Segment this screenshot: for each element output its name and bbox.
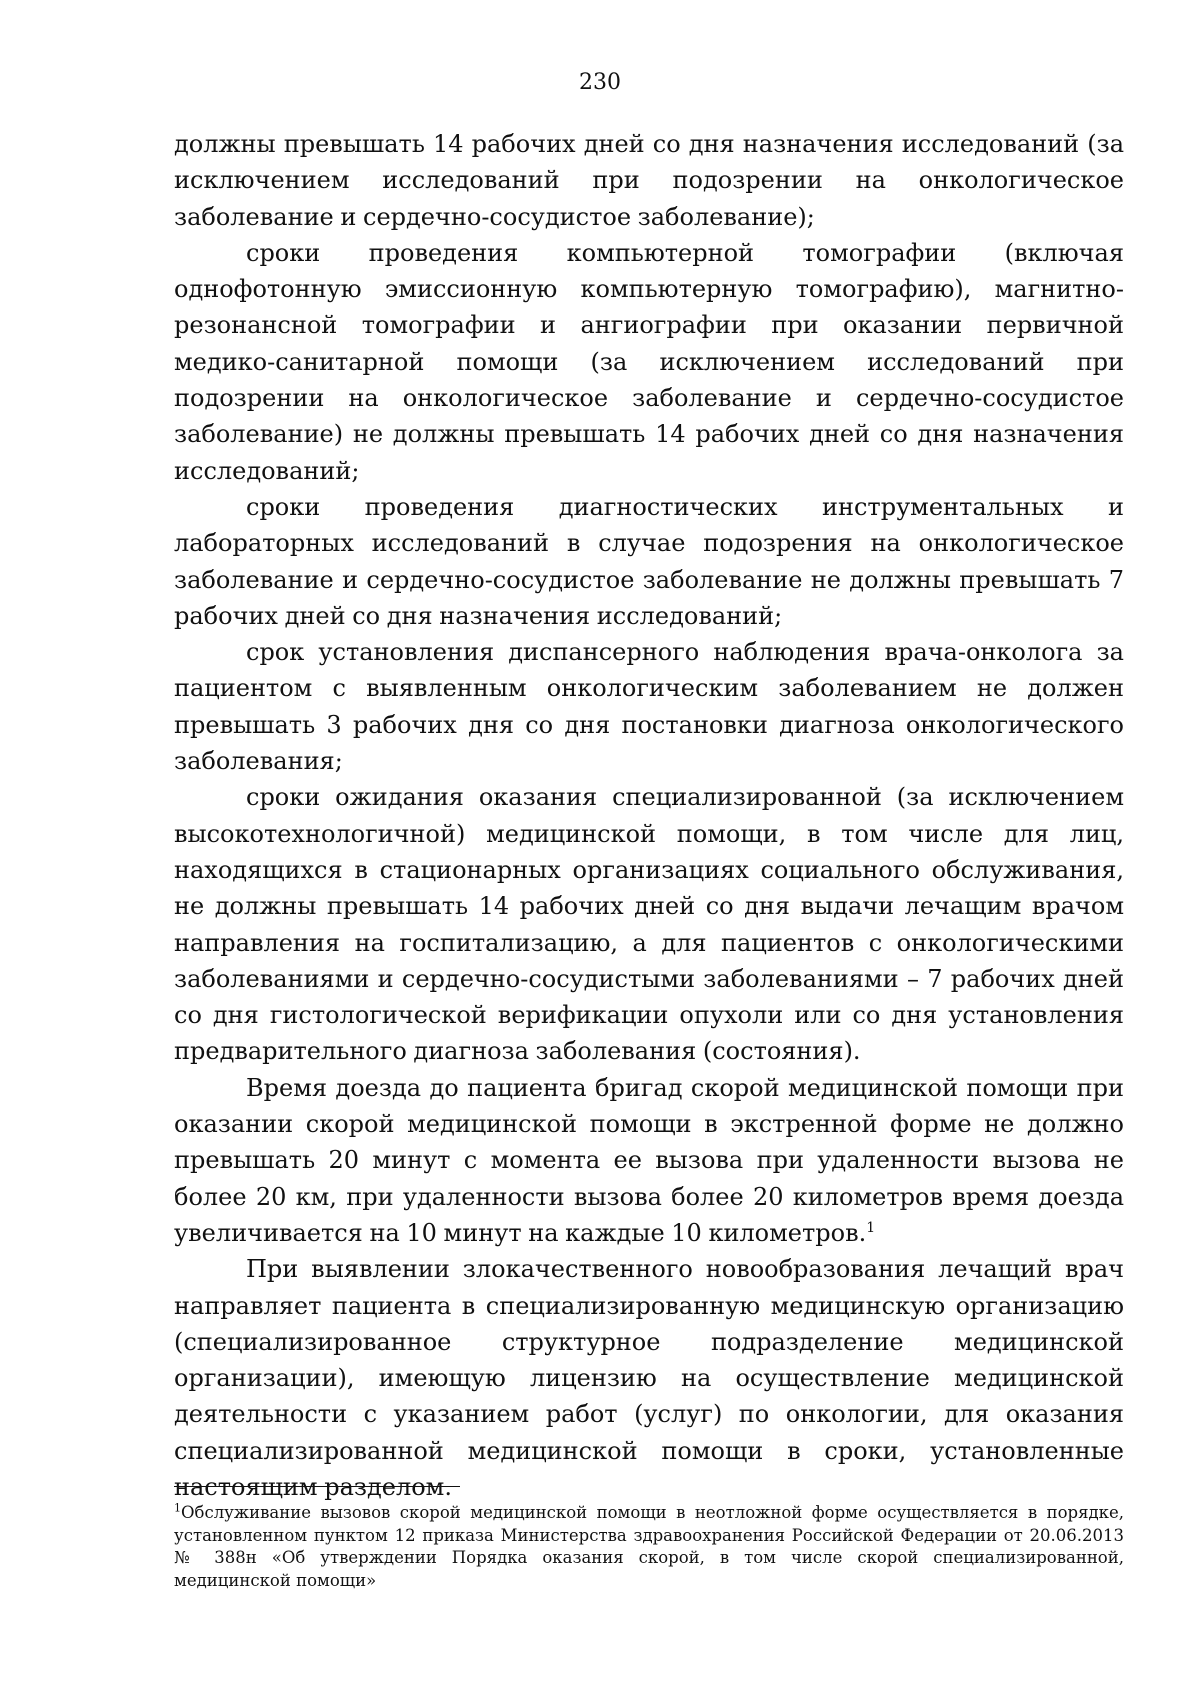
paragraph-malignancy-referral: При выявлении злокачественного новообразования лечащий врач направляет пациента в специализированную медицинскую организацию (специализированное структурное подразделение медицинской организации), имеющую лицензию на осуществление медицинской деятельности с указанием работ (услуг) по онкологии, для оказания специализированной медицинской помощи в сроки, установленные настоящим разделом. — [174, 1255, 1124, 1501]
paragraph-ct-mri-deadlines: сроки проведения компьютерной томографии (включая однофотонную эмиссионную компьютерную томографию), магнитно-резонансной томографии и ангиографии при оказании первичной медико-санитарной помощи (за исключением исследований при подозрении на онкологическое заболевание и сердечно-сосудистое заболевание) не должны превышать 14 рабочих дней со дня назначения исследований; — [174, 238, 1124, 485]
page-number: 230 — [579, 70, 621, 95]
footnote-text: Обслуживание вызовов скорой медицинской помощи в неотложной форме осуществляется в порядке, установленном пунктом 12 приказа Министерства здравоохранения Российской Федерации от 20.06.2013 № 388н «Об утверждении Порядка оказания скорой, в том числе скорой специализированной, медицинской помощи» — [174, 1503, 1124, 1590]
paragraph-oncology-diagnostics-deadlines: сроки проведения диагностических инструментальных и лабораторных исследований в случае подозрения на онкологическое заболевание и сердечно-сосудистое заболевание не должны превышать 7 рабочих дней со дня назначения исследований; — [174, 492, 1124, 630]
document-body — [174, 126, 1124, 1505]
paragraph-specialized-care-waiting: сроки ожидания оказания специализированной (за исключением высокотехнологичной) медицинской помощи, в том числе для лиц, находящихся в стационарных организациях социального обслуживания, не должны превышать 14 рабочих дней со дня выдачи лечащим врачом направления на госпитализацию, а для пациентов с онкологическими заболеваниями и сердечно-сосудистыми заболеваниями – 7 рабочих дней со дня гистологической верификации опухоли или со дня установления предварительного диагноза заболевания (состояния). — [174, 783, 1124, 1066]
footnote — [174, 1502, 1124, 1592]
paragraph-ambulance-text: Время доезда до пациента бригад скорой медицинской помощи при оказании скорой медицинской помощи в экстренной форме не должно превышать 20 минут с момента ее вызова при удаленности вызова не более 20 км, при удаленности вызова более 20 километров время доезда увеличивается на 10 минут на каждые 10 километров. — [174, 1073, 1124, 1247]
footnote-mark: 1 — [174, 1501, 181, 1515]
paragraph-dispensary-observation: срок установления диспансерного наблюдения врача-онколога за пациентом с выявленным онкологическим заболеванием не должен превышать 3 рабочих дня со дня постановки диагноза онкологического заболевания; — [174, 638, 1124, 776]
footnote-reference[interactable]: 1 — [866, 1219, 876, 1236]
footnote-separator — [174, 1486, 460, 1487]
paragraph-continuation: должны превышать 14 рабочих дней со дня назначения исследований (за исключением исследований при подозрении на онкологическое заболевание и сердечно-сосудистое заболевание); — [174, 130, 1124, 231]
paragraph-ambulance-arrival-time — [174, 1070, 1124, 1251]
